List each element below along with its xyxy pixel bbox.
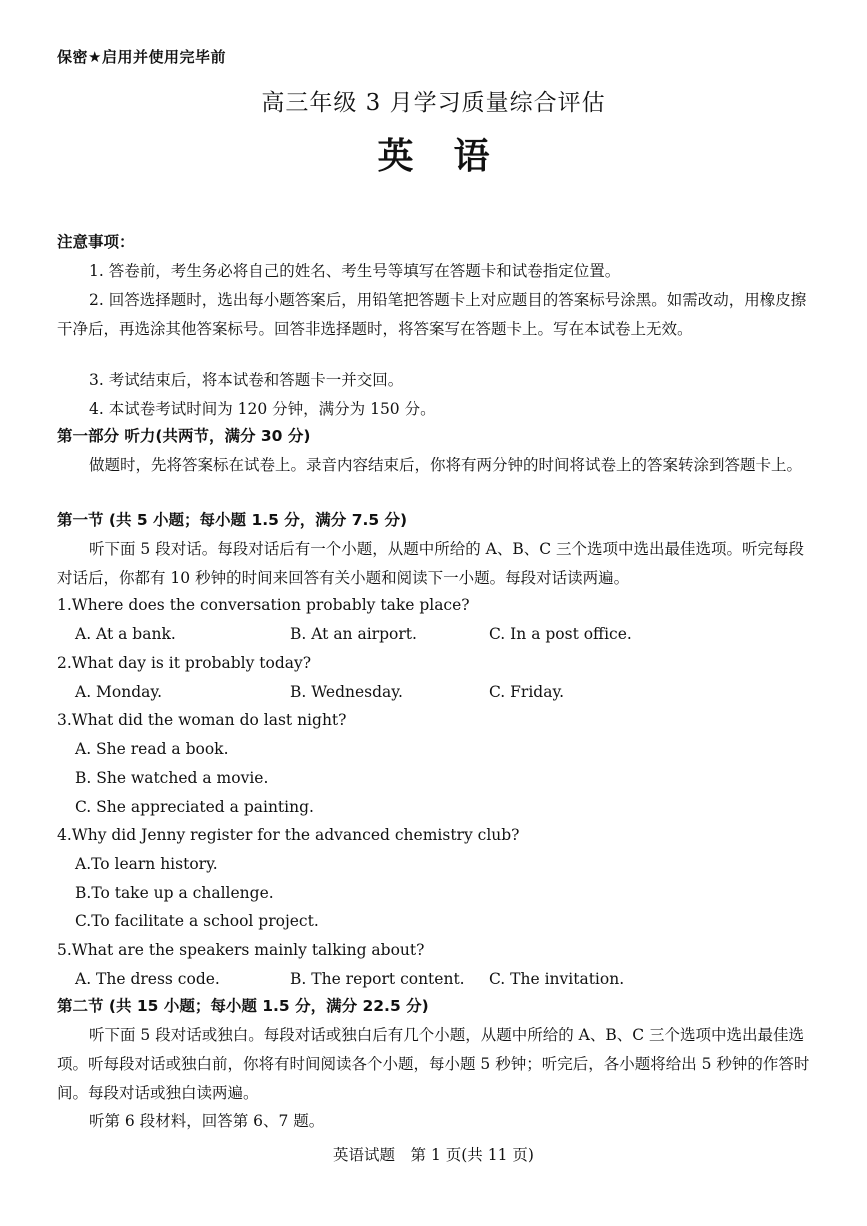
section2-heading: 第二节 (共 15 小题；每小题 1.5 分，满分 22.5 分) [57, 997, 429, 1015]
question-1: 1.Where does the conversation probably take place? [57, 596, 470, 614]
question-2-options [57, 678, 817, 707]
part1-instruction: 做题时，先将答案标在试卷上。录音内容结束后，你将有两分钟的时间将试卷上的答案转涂到答题卡上。 [89, 456, 803, 474]
question-5: 5.What are the speakers mainly talking about? [57, 941, 425, 959]
note-item-1: 1. 答卷前，考生务必将自己的姓名、考生号等填写在答题卡和试卷指定位置。 [89, 262, 621, 280]
page-footer: 英语试题 第 1 页(共 11 页) [333, 1146, 534, 1164]
option-b: B. At an airport. [290, 625, 417, 643]
option-a: A. The dress code. [75, 970, 220, 988]
part1-heading: 第一部分 听力(共两节，满分 30 分) [57, 427, 311, 445]
option-a: A. At a bank. [75, 625, 176, 643]
question-4: 4.Why did Jenny register for the advanced chemistry club? [57, 826, 520, 844]
confidential-mark: 保密★启用并使用完毕前 [57, 48, 226, 66]
option-b: B. She watched a movie. [75, 769, 269, 787]
question-2: 2.What day is it probably today? [57, 654, 312, 672]
subject-title: 英语 [377, 136, 530, 177]
option-b: B. The report content. [290, 970, 465, 988]
note-item-2: 2. 回答选择题时，选出每小题答案后，用铅笔把答题卡上对应题目的答案标号涂黑。如需改动，用橡皮擦干净后，再选涂其他答案标号。回答非选择题时，将答案写在答题卡上。写在本试卷上无效。 [57, 291, 807, 338]
section2-instruction: 听下面 5 段对话或独白。每段对话或独白后有几个小题，从题中所给的 A、B、C 三个选项中选出最佳选项。听每段对话或独白前，你将有时间阅读各个小题，每小题 5 秒钟；听完后，各小题将给出 5 秒钟的作答时间。每段对话或独白读两遍。 [57, 1026, 810, 1102]
section2-material: 听第 6 段材料，回答第 6、7 题。 [89, 1112, 325, 1130]
option-c: C. She appreciated a painting. [75, 798, 314, 816]
question-5-options [57, 965, 817, 994]
option-b: B.To take up a challenge. [75, 884, 274, 902]
option-a: A. She read a book. [75, 740, 229, 758]
option-b: B. Wednesday. [290, 683, 403, 701]
question-3: 3.What did the woman do last night? [57, 711, 347, 729]
option-c: C. In a post office. [489, 625, 632, 643]
notes-heading: 注意事项： [57, 233, 135, 251]
option-a: A. Monday. [75, 683, 163, 701]
section1-heading: 第一节 (共 5 小题；每小题 1.5 分，满分 7.5 分) [57, 511, 408, 529]
section1-instruction: 听下面 5 段对话。每段对话后有一个小题，从题中所给的 A、B、C 三个选项中选出最佳选项。听完每段对话后，你都有 10 秒钟的时间来回答有关小题和阅读下一小题。每段对话读两遍。 [57, 540, 805, 587]
note-item-3: 3. 考试结束后，将本试卷和答题卡一并交回。 [89, 371, 404, 389]
exam-title: 高三年级 3 月学习质量综合评估 [261, 90, 606, 116]
option-a: A.To learn history. [75, 855, 218, 873]
note-item-4: 4. 本试卷考试时间为 120 分钟，满分为 150 分。 [89, 400, 436, 418]
option-c: C. The invitation. [489, 970, 625, 988]
option-c: C.To facilitate a school project. [75, 912, 319, 930]
question-1-options [57, 620, 817, 649]
option-c: C. Friday. [489, 683, 565, 701]
